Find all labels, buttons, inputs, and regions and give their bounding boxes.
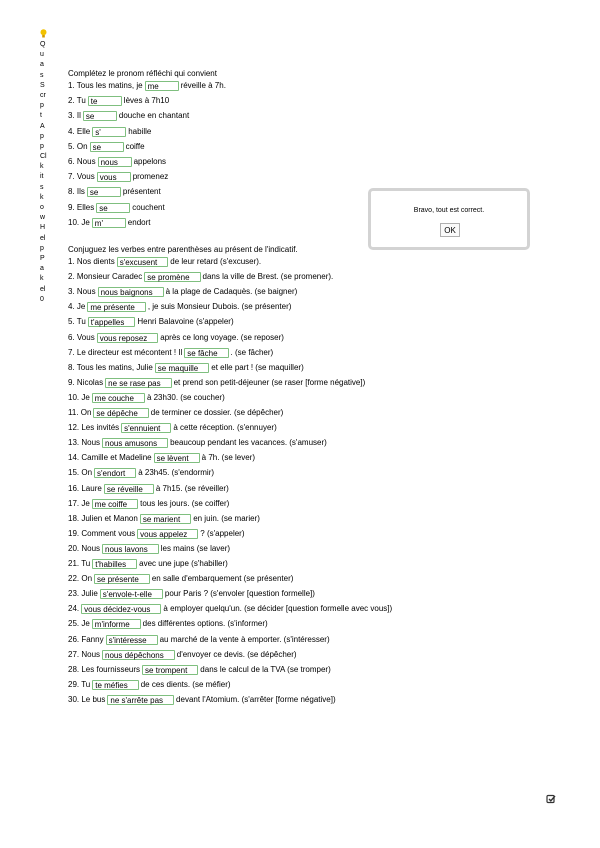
exercise-line [68,126,151,138]
exercise-line [68,347,273,359]
exercise-line [68,573,293,585]
sidebar-glyph[interactable]: it [40,173,44,181]
line-prompt: 2. Tu [68,96,86,106]
exercise-line [68,407,283,419]
answer-input[interactable]: se [87,187,121,197]
sidebar-glyph[interactable]: s [40,71,44,79]
answer-input[interactable]: se maquille [155,363,209,373]
answer-input[interactable]: se [83,111,117,121]
answer-input[interactable]: vous décidez-vous [81,604,161,614]
line-prompt: 5. Tu [68,317,86,327]
line-prompt: 28. Les fournisseurs [68,664,141,674]
line-prompt: 6. Nous [68,157,96,166]
line-suffix: dans le calcul de la TVA (se tromper) [200,664,331,674]
exercise-line [68,80,226,92]
line-suffix: à 7h. (se lever) [201,453,255,463]
answer-input[interactable]: ne se rase pas [105,378,171,388]
line-prompt: 9. Nicolas [68,377,104,387]
line-prompt: 10. Je [68,217,90,227]
exercise-line [68,332,284,344]
line-prompt: 7. Vous [68,172,95,182]
sidebar-glyph[interactable]: cr [40,91,46,99]
exercise-line [68,217,150,229]
exercise-line [68,603,392,615]
answer-input[interactable]: se présente [94,574,150,584]
answer-input[interactable]: vous [97,172,131,182]
line-suffix: tous les jours. (se coiffer) [140,498,230,508]
line-prompt: 10. Je [68,392,90,402]
exercise-line [68,392,225,404]
sidebar-glyph[interactable]: p [40,244,44,252]
answer-input[interactable]: se trompent [142,665,198,675]
sidebar-glyph[interactable]: k [40,163,44,171]
line-suffix: Henri Balavoine (s'appeler) [137,317,234,327]
exercise-line [68,95,169,107]
line-prompt: 19. Comment vous [68,528,136,538]
line-prompt: 5. On [68,141,88,151]
exercise-line [68,618,268,630]
sidebar-glyph[interactable]: a [40,265,44,273]
exercise1-heading: Complétez le pronom réfléchi qui convient [68,69,217,78]
line-prompt: 24. [68,604,80,614]
exercise-line [68,467,214,479]
answer-input[interactable]: s'intéresse [106,635,158,645]
exercise-line [68,679,231,691]
exercise-line [68,202,165,214]
lightbulb-icon[interactable] [40,29,47,38]
check-icon[interactable] [546,794,556,804]
line-prompt: 3. Il [68,111,81,121]
line-suffix: à la plage de Cadaquès. (se baigner) [165,287,298,297]
line-suffix: ? (s'appeler) [200,528,245,538]
exercise-line [68,377,365,389]
answer-input[interactable]: ne s'arrête pas [107,695,174,705]
answer-input[interactable]: s'endort [94,468,136,478]
line-prompt: 20. Nous [68,543,101,553]
sidebar-glyph[interactable]: P [40,254,45,262]
sidebar-glyph[interactable]: u [40,51,44,59]
line-suffix: devant l'Atomium. (s'arrêter [forme négative]) [176,694,336,704]
line-suffix: promenez [132,172,169,182]
line-suffix: réveille à 7h. [180,81,226,90]
answer-input[interactable]: me [145,81,179,91]
line-suffix: avec une jupe (s'habiller) [139,559,228,568]
result-dialog [368,188,530,250]
answer-input[interactable]: se promène [144,272,200,282]
line-suffix: endort [127,217,151,227]
answer-input[interactable]: se [96,203,130,213]
line-suffix: de terminer ce dossier. (se dépêcher) [150,408,284,417]
line-prompt: 7. Le directeur est mécontent ! Il [68,347,183,357]
line-prompt: 18. Julien et Manon [68,513,138,523]
answer-input[interactable]: te [88,96,122,106]
sidebar-glyph[interactable]: a [40,61,44,69]
line-suffix: et elle part ! (se maquiller) [211,362,304,372]
line-prompt: 2. Monsieur Caradec [68,272,143,282]
line-prompt: 22. On [68,574,93,584]
sidebar-glyph[interactable]: el [40,285,46,293]
answer-input[interactable]: se dépêche [93,408,148,418]
dialog-message: Bravo, tout est correct. [413,207,485,214]
answer-input[interactable]: t'appelles [88,317,136,327]
line-prompt: 13. Nous [68,438,101,448]
line-suffix: habille [128,126,152,136]
line-suffix: à 23h45. (s'endormir) [138,468,215,478]
line-suffix: d'envoyer ce devis. (se dépêcher) [176,649,297,659]
answer-input[interactable]: m' [92,218,126,228]
answer-input[interactable]: s'envole-t-elle [100,589,163,599]
answer-input[interactable]: s' [92,127,126,137]
line-prompt: 8. Tous les matins, Julie [68,362,153,372]
answer-input[interactable]: nous baignons [98,287,164,297]
answer-input[interactable]: me couche [92,393,145,403]
exercise-line [68,301,291,313]
exercise-line [68,271,333,283]
line-suffix: . (se fâcher) [230,347,274,357]
answer-input[interactable]: m'informe [92,619,141,629]
exercise-line [68,256,261,268]
line-prompt: 27. Nous [68,649,101,659]
sidebar-glyph[interactable]: Cl [40,153,47,161]
answer-input[interactable]: vous reposez [97,333,159,343]
line-suffix: couchent [132,202,165,212]
line-suffix: après ce long voyage. (se reposer) [160,332,284,342]
line-suffix: à cette réception. (s'ennuyer) [173,423,277,433]
exercise-line [68,588,315,600]
line-prompt: 1. Tous les matins, je [68,81,143,90]
line-prompt: 25. Je [68,619,90,629]
line-prompt: 23. Julie [68,589,98,599]
sidebar-glyph[interactable]: p [40,102,44,110]
line-prompt: 29. Tu [68,679,91,689]
sidebar-glyph[interactable]: Q [40,41,46,48]
exercise-line [68,664,331,676]
answer-input[interactable]: nous amusons [102,438,168,448]
line-suffix: beaucoup pendant les vacances. (s'amuser) [170,438,327,448]
line-suffix: , je suis Monsieur Dubois. (se présenter) [147,302,292,312]
line-prompt: 6. Vous [68,332,95,342]
ok-button[interactable]: OK [440,223,460,237]
answer-input[interactable]: se lèvent [154,453,200,463]
answer-input[interactable]: se fâche [184,348,228,358]
exercise-line [68,437,327,449]
line-suffix: dans la ville de Brest. (se promener). [202,272,334,282]
line-suffix: à 7h15. (se réveiller) [155,483,229,493]
answer-input[interactable]: s'excusent [117,257,169,267]
answer-input[interactable]: se [90,142,124,152]
exercise-line [68,186,161,198]
line-suffix: à 23h30. (se coucher) [146,392,225,402]
line-suffix: appelons [133,157,167,166]
line-suffix: à employer quelqu'un. (se décider [question formelle avec vous]) [163,604,393,614]
line-prompt: 26. Fanny [68,634,104,644]
line-suffix: en salle d'embarquement (se présenter) [151,574,294,584]
answer-input[interactable]: t'habilles [92,559,137,569]
sidebar-glyph[interactable]: el [40,234,46,242]
exercise-line [68,110,189,122]
line-prompt: 8. Ils [68,187,85,197]
answer-input[interactable]: se réveille [104,484,154,494]
answer-input[interactable]: nous dépêchons [102,650,175,660]
answer-input[interactable]: te méfies [92,680,138,690]
exercise-line [68,483,229,495]
line-suffix: en juin. (se marier) [193,513,260,523]
sidebar-glyph[interactable]: t [40,112,42,120]
answer-input[interactable]: nous lavons [102,544,159,554]
line-suffix: au marché de la vente à emporter. (s'intéresser) [159,634,330,644]
line-suffix: des différentes options. (s'informer) [142,619,268,629]
exercise-line [68,362,304,374]
line-suffix: douche en chantant [118,111,190,121]
sidebar-glyph[interactable]: w [40,214,46,222]
exercise-line [68,316,234,328]
answer-input[interactable]: s'ennuient [121,423,171,433]
sidebar-glyph[interactable]: S [40,81,45,89]
line-prompt: 30. Le bus [68,694,106,704]
sidebar-glyph[interactable]: k [40,275,44,283]
exercise-line [68,694,336,706]
line-suffix: et prend son petit-déjeuner (se raser [forme négative]) [173,377,366,387]
line-prompt: 16. Laure [68,483,102,493]
exercise-line [68,286,297,298]
sidebar-glyph[interactable]: A [40,122,45,130]
sidebar-glyph[interactable]: H [40,224,46,232]
line-suffix: pour Paris ? (s'envoler [question formelle]) [164,589,315,599]
exercise-line [68,649,297,661]
line-prompt: 4. Je [68,302,86,312]
exercise-line [68,171,168,183]
exercise-line [68,422,277,434]
answer-input[interactable]: nous [98,157,132,167]
exercise-line [68,634,330,646]
sidebar-glyph[interactable]: k [40,193,44,201]
exercise2-heading: Conjuguez les verbes entre parenthèses au présent de l'indicatif. [68,245,298,254]
sidebar-toolbar[interactable] [40,40,50,305]
line-prompt: 1. Nos dients [68,257,115,266]
line-prompt: 12. Les invités [68,423,120,433]
answer-input[interactable]: se marient [140,514,191,524]
line-suffix: de leur retard (s'excuser). [170,257,262,266]
line-prompt: 17. Je [68,498,90,508]
exercise-line [68,156,166,168]
sidebar-glyph[interactable]: p [40,142,44,150]
line-prompt: 4. Elle [68,126,91,136]
sidebar-glyph[interactable]: s [40,183,44,191]
line-prompt: 9. Elles [68,202,95,212]
exercise-line [68,141,145,153]
line-prompt: 15. On [68,468,93,478]
answer-input[interactable]: me présente [87,302,145,312]
exercise-line [68,528,245,540]
line-prompt: 3. Nous [68,287,96,297]
sidebar-glyph[interactable]: o [40,204,44,211]
line-suffix: coiffe [125,141,145,151]
exercise-line [68,452,255,464]
exercise-line [68,543,230,555]
line-suffix: de ces dients. (se méfier) [140,679,231,689]
answer-input[interactable]: me coiffe [92,499,138,509]
line-suffix: les mains (se laver) [160,543,231,553]
line-prompt: 21. Tu [68,559,91,568]
line-suffix: présentent [122,187,161,197]
line-prompt: 11. On [68,408,92,417]
exercise-line [68,498,229,510]
line-prompt: 14. Camille et Madeline [68,453,152,463]
exercise-line [68,513,260,525]
sidebar-glyph[interactable]: 0 [40,295,44,303]
line-suffix: lèves à 7h10 [123,96,170,106]
sidebar-glyph[interactable]: p [40,132,44,140]
exercise-line [68,558,228,570]
answer-input[interactable]: vous appelez [137,529,198,539]
